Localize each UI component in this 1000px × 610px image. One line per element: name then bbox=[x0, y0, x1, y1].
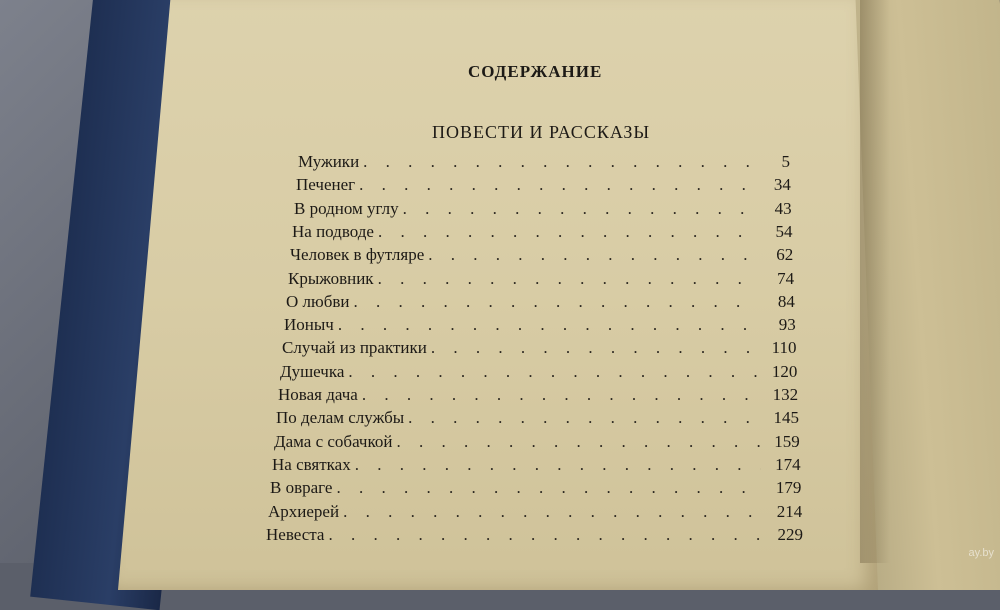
toc-entry-title: Ионыч bbox=[284, 315, 334, 335]
toc-entry-title: Крыжовник bbox=[288, 268, 374, 288]
toc-leader-dots bbox=[431, 338, 757, 358]
toc-leader-dots bbox=[408, 408, 759, 428]
toc-entry-title: Душечка bbox=[280, 361, 345, 381]
toc-entry bbox=[280, 362, 797, 382]
toc-entry bbox=[288, 269, 794, 289]
toc-entry bbox=[278, 385, 798, 405]
toc-entry-page: 229 bbox=[777, 524, 803, 544]
toc-leader-dots bbox=[359, 175, 751, 195]
toc-leader-dots bbox=[403, 199, 752, 219]
toc-leader-dots bbox=[378, 222, 752, 242]
toc-entry bbox=[294, 199, 792, 219]
toc-entry-title: Невеста bbox=[266, 524, 325, 544]
watermark: ay.by bbox=[968, 547, 994, 559]
toc-entry-title: В овраге bbox=[270, 478, 333, 498]
section-heading: ПОВЕСТИ И РАССКАЗЫ bbox=[432, 122, 651, 142]
toc-entry-page: 120 bbox=[771, 361, 798, 381]
toc-entry-page: 110 bbox=[771, 338, 797, 358]
toc-entry-title: Мужики bbox=[298, 152, 360, 171]
toc-entry bbox=[276, 408, 799, 428]
toc-entry bbox=[268, 502, 802, 522]
toc-entry-title: В родном углу bbox=[294, 198, 399, 218]
toc-entry-page: 159 bbox=[774, 431, 800, 451]
toc-entry-title: По делам службы bbox=[276, 408, 405, 428]
toc-entry bbox=[286, 292, 795, 312]
toc-leader-dots bbox=[363, 152, 750, 172]
toc-leader-dots bbox=[428, 245, 753, 265]
toc-entry-page: 62 bbox=[776, 245, 794, 265]
toc-entry-title: Дама с собачкой bbox=[274, 431, 393, 451]
toc-leader-dots bbox=[348, 362, 757, 382]
toc-leader-dots bbox=[396, 432, 759, 452]
toc-entry bbox=[296, 175, 791, 195]
toc-heading: СОДЕРЖАНИЕ bbox=[468, 62, 603, 81]
toc-leader-dots bbox=[338, 315, 756, 335]
toc-entry bbox=[282, 338, 797, 358]
toc-entry-title: Новая дача bbox=[278, 385, 358, 404]
toc-entry bbox=[292, 222, 792, 242]
toc-entry-title: Случай из практики bbox=[282, 338, 427, 358]
toc-entry-page: 179 bbox=[775, 478, 802, 498]
toc-entry-title: Архиерей bbox=[268, 501, 340, 521]
toc-entry bbox=[298, 152, 790, 172]
toc-leader-dots bbox=[362, 385, 758, 405]
toc-entry bbox=[272, 455, 801, 475]
toc-entry-page: 43 bbox=[774, 198, 792, 218]
toc-entry bbox=[290, 245, 793, 265]
toc-entry-title: О любви bbox=[286, 291, 350, 311]
toc-leader-dots bbox=[343, 502, 762, 522]
toc-entry-title: На святках bbox=[272, 454, 351, 474]
toc-entry-title: На подводе bbox=[292, 221, 374, 241]
toc-entry-page: 214 bbox=[776, 501, 803, 521]
toc-leader-dots bbox=[355, 455, 761, 475]
toc-entry bbox=[274, 432, 800, 452]
toc-entry bbox=[270, 478, 801, 498]
toc-entry-page: 5 bbox=[781, 152, 790, 171]
toc-entry-page: 93 bbox=[778, 315, 796, 335]
toc-entry-page: 145 bbox=[773, 408, 799, 428]
toc-leader-dots bbox=[353, 292, 754, 312]
toc-entry-title: Человек в футляре bbox=[290, 245, 425, 265]
toc-entry-page: 132 bbox=[772, 385, 799, 404]
toc-leader-dots bbox=[336, 478, 761, 498]
toc-leader-dots bbox=[378, 269, 754, 289]
toc-entry-page: 34 bbox=[773, 175, 791, 195]
toc-entry-page: 174 bbox=[775, 454, 801, 474]
toc-leader-dots bbox=[328, 525, 763, 545]
toc-entry-page: 84 bbox=[777, 291, 795, 311]
toc-entry bbox=[266, 525, 803, 545]
toc-entry bbox=[284, 315, 796, 335]
toc-entry-title: Печенег bbox=[296, 175, 356, 195]
toc-entry-page: 54 bbox=[775, 221, 793, 241]
toc-entry-page: 74 bbox=[777, 268, 795, 288]
